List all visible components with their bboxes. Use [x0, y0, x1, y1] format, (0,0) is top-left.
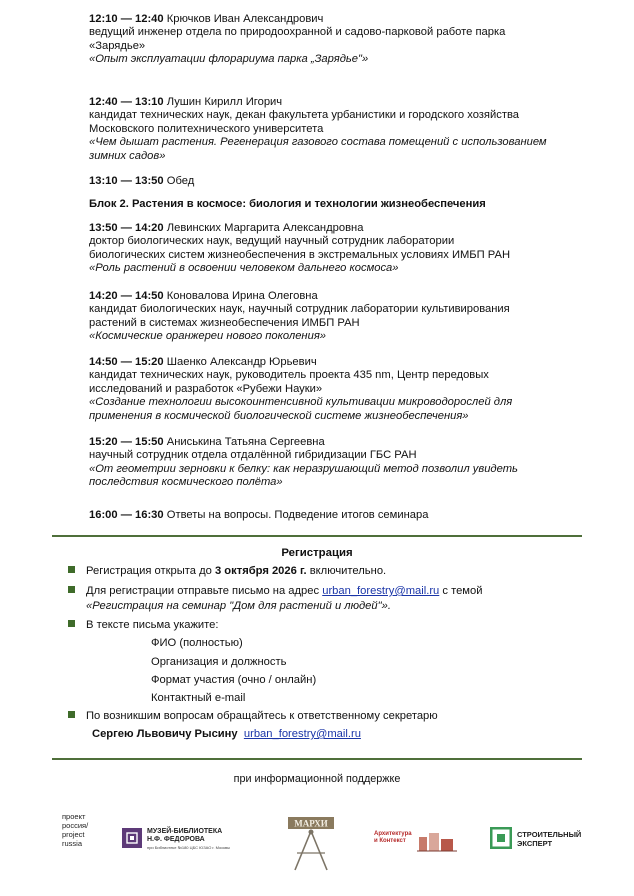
entry-time: 14:50 — 15:20: [89, 356, 164, 368]
entry-role: кандидат биологических наук, научный сотрудник лаборатории культивирования: [89, 303, 510, 316]
entry-time: 13:10 — 13:50: [89, 175, 164, 187]
entry-role: исследований и разработок «Рубежи Науки»: [89, 382, 323, 395]
entry-role: ведущий инженер отдела по природоохранной и садово-парковой работе парка: [89, 26, 506, 39]
entry-role: «Зарядье»: [89, 39, 146, 52]
schedule-entry: [89, 96, 589, 163]
entry-talk: «Космические оранжереи нового поколения»: [89, 330, 327, 343]
logo-text: МУЗЕЙ-БИБЛИОТЕКА: [147, 828, 223, 835]
square-bullet-icon: [68, 586, 75, 593]
registration-title: Регистрация: [281, 547, 353, 559]
block-title: Блок 2. Растения в космосе: биология и технологии жизнеобеспечения: [89, 198, 486, 210]
architecture-context-logo: [374, 831, 412, 845]
logo-text: project: [62, 830, 85, 839]
section-divider: [52, 758, 582, 760]
section-divider: [52, 535, 582, 537]
entry-name: Левинских Маргарита Александровна: [166, 222, 364, 234]
entry-time: 15:20 — 15:50: [89, 436, 164, 448]
entry-talk: применения в космической биологической системе жизнеобеспечения»: [89, 409, 469, 422]
schedule-entry: [89, 13, 589, 67]
logo-subtext: при Библиотеке №180 ЦБС ЮЗАО г. Москвы: [147, 845, 230, 850]
entry-role: кандидат технических наук, декан факультета урбанистики и городского хозяйства: [89, 109, 519, 122]
entry-role: растений в системах жизнеобеспечения ИМБП РАН: [89, 316, 360, 329]
entry-name: Лушин Кирилл Игорич: [166, 96, 283, 108]
schedule-entry: [89, 290, 589, 344]
deadline-suffix: включительно.: [306, 565, 387, 577]
letter-item: Организация и должность: [151, 656, 287, 668]
logo-text: и Контекст: [374, 838, 406, 844]
marhi-logo-text: МАРХИ: [294, 818, 328, 829]
entry-talk: зимних садов»: [89, 149, 166, 162]
registration-subject: «Регистрация на семинар "Дом для растений и людей"».: [86, 600, 391, 612]
schedule-entry: [89, 436, 589, 490]
letter-intro-text: В тексте письма укажите:: [86, 619, 219, 631]
museum-library-icon: [122, 828, 142, 848]
secretary-email-link[interactable]: urban_forestry@mail.ru: [243, 728, 361, 740]
logo-text: проект: [62, 812, 86, 821]
letter-item: ФИО (полностью): [151, 637, 243, 649]
send-suffix: с темой: [439, 585, 483, 597]
architecture-building-icon: [417, 829, 457, 853]
letter-item: Формат участия (очно / онлайн): [151, 674, 317, 686]
deadline-date: 3 октября 2026 г.: [214, 565, 307, 577]
registration-deadline: [68, 564, 588, 578]
museum-library-logo: [147, 828, 230, 852]
entry-time: 14:20 — 14:50: [89, 290, 164, 302]
registration-send-instruction: [68, 584, 588, 598]
entry-name: Крючков Иван Александрович: [166, 13, 324, 25]
registration-questions: [68, 709, 588, 723]
entry-role: биологических систем жизнеобеспечения в экстремальных условиях ИМБП РАН: [89, 248, 511, 261]
entry-talk: «Роль растений в освоении человеком дальнего космоса»: [89, 262, 399, 275]
questions-text: По возникшим вопросам обращайтесь к ответственному секретарю: [86, 710, 438, 722]
marhi-logo: [285, 815, 337, 873]
entry-talk: «Чем дышат растения. Регенерация газового состава помещений с использованием: [89, 136, 547, 149]
entry-role: доктор биологических наук, ведущий научный сотрудник лаборатории: [89, 235, 455, 248]
deadline-prefix: Регистрация открыта до: [86, 565, 215, 577]
logo-text: russia: [62, 839, 83, 848]
registration-email-link[interactable]: urban_forestry@mail.ru: [322, 585, 440, 597]
letter-item: Контактный e-mail: [151, 692, 246, 704]
project-russia-logo: [62, 812, 88, 848]
entry-time: 13:50 — 14:20: [89, 222, 164, 234]
logo-text: СТРОИТЕЛЬНЫЙ: [517, 830, 582, 839]
entry-role: кандидат технических наук, руководитель проекта 435 nm, Центр передовых: [89, 369, 489, 382]
stroy-expert-icon: [490, 827, 512, 849]
schedule-entry: [89, 175, 589, 188]
logo-text: Архитектура: [374, 831, 412, 837]
entry-time: 12:40 — 13:10: [89, 96, 164, 108]
logo-text: ЭКСПЕРТ: [517, 839, 553, 848]
schedule-entry: [89, 509, 589, 522]
schedule-entry: [89, 222, 589, 276]
support-title: при информационной поддержке: [233, 773, 401, 785]
entry-name: Ответы на вопросы. Подведение итогов семинара: [166, 509, 429, 521]
entry-name: Коновалова Ирина Олеговна: [166, 290, 318, 302]
entry-role: Московского политехнического университета: [89, 122, 324, 135]
secretary-name: Сергею Львовичу Рысину: [92, 728, 238, 740]
entry-time: 12:10 — 12:40: [89, 13, 164, 25]
square-bullet-icon: [68, 711, 75, 718]
entry-name: Обед: [166, 175, 195, 187]
entry-talk: «Опыт эксплуатации флорариума парка „Зарядье"»: [89, 53, 369, 66]
entry-role: научный сотрудник отдела отдалённой гибридизации ГБС РАН: [89, 449, 417, 462]
secretary-contact: [92, 727, 612, 741]
registration-letter-intro: [68, 618, 588, 632]
entry-name: Шаенко Александр Юрьевич: [166, 356, 317, 368]
entry-talk: последствия космического полёта»: [89, 476, 283, 489]
stroy-expert-logo: [517, 830, 581, 848]
send-prefix: Для регистрации отправьте письмо на адрес: [86, 585, 323, 597]
schedule-entry: [89, 356, 589, 423]
logo-text: Н.Ф. ФЕДОРОВА: [147, 836, 205, 843]
entry-talk: «От геометрии зерновки к белку: как неразрушающий метод позволил увидеть: [89, 462, 518, 475]
logo-text: россия/: [62, 821, 89, 830]
square-bullet-icon: [68, 620, 75, 627]
square-bullet-icon: [68, 566, 75, 573]
entry-talk: «Создание технологии высокоинтенсивной культивации микроводорослей для: [89, 396, 513, 409]
entry-name: Аниськина Татьяна Сергеевна: [166, 436, 325, 448]
entry-time: 16:00 — 16:30: [89, 509, 164, 521]
